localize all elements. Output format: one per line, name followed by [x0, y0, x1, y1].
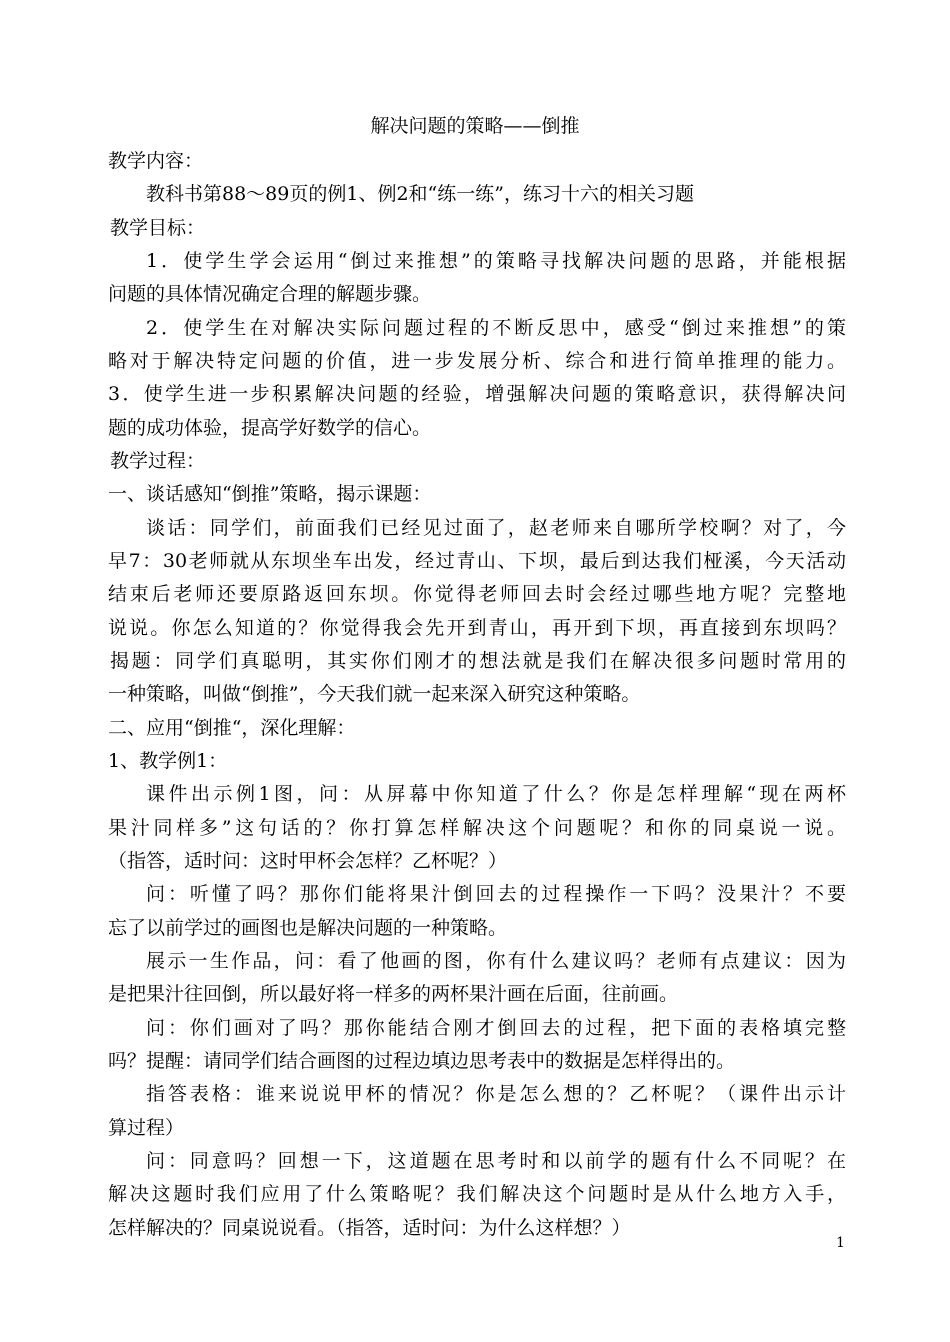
paragraph-line: 题的成功体验，提高学好数学的信心。 — [108, 417, 432, 439]
paragraph-line: 3．使学生进一步积累解决问题的经验，增强解决问题的策略意识，获得解决问 — [108, 383, 846, 405]
paragraph-line: （指答，适时问：这时甲杯会怎样？乙杯呢？） — [108, 850, 508, 872]
paragraph-line: 课件出示例1图，问：从屏幕中你知道了什么？你是怎样理解“现在两杯 — [146, 783, 846, 805]
paragraph-line: 是把果汁往回倒，所以最好将一样多的两杯果汁画在后面，往前画。 — [108, 983, 679, 1005]
paragraph-line: 问题的具体情况确定合理的解题步骤。 — [108, 283, 432, 305]
paragraph-line: 问：你们画对了吗？那你能结合刚才倒回去的过程，把下面的表格填完整 — [146, 1017, 846, 1039]
subsection-heading: 1、教学例1： — [108, 750, 228, 772]
paragraph-line: 一种策略，叫做“倒推”，今天我们就一起来深入研究这种策略。 — [108, 683, 641, 705]
paragraph-line: 揭题：同学们真聪明，其实你们刚才的想法就是我们在解决很多问题时常用的 — [110, 650, 846, 672]
paragraph-line: 谈话：同学们，前面我们已经见过面了，赵老师来自哪所学校啊？对了，今 — [146, 517, 846, 539]
paragraph-line: 问：听懂了吗？那你们能将果汁倒回去的过程操作一下吗？没果汁？不要 — [146, 883, 846, 905]
paragraph-line: 忘了以前学过的画图也是解决问题的一种策略。 — [108, 917, 508, 939]
paragraph-line: 2．使学生在对解决实际问题过程的不断反思中，感受“倒过来推想”的策 — [146, 317, 846, 339]
heading-teaching-process: 教学过程： — [110, 450, 206, 472]
section-heading-1: 一、谈话感知“倒推”策略，揭示课题： — [108, 483, 432, 505]
paragraph-line: 算过程） — [108, 1117, 185, 1139]
paragraph-line: 怎样解决的？同桌说说看。（指答，适时问：为什么这样想？） — [108, 1217, 631, 1239]
paragraph-line: 说说。你怎么知道的？你觉得我会先开到青山，再开到下坝，再直接到东坝吗？ — [108, 617, 846, 639]
paragraph-line: 果汁同样多”这句话的？你打算怎样解决这个问题呢？和你的同桌说一说。 — [108, 817, 846, 839]
heading-teaching-content: 教学内容： — [108, 150, 204, 172]
heading-teaching-goals: 教学目标： — [110, 217, 206, 239]
section-heading-2: 二、应用“倒推“，深化理解： — [108, 717, 356, 739]
paragraph-line: 展示一生作品，问：看了他画的图，你有什么建议吗？老师有点建议：因为 — [146, 950, 846, 972]
paragraph-line: 早7：30老师就从东坝坐车出发，经过青山、下坝，最后到达我们桠溪，今天活动 — [108, 550, 846, 572]
paragraph-line: 指答表格：谁来说说甲杯的情况？你是怎么想的？乙杯呢？（课件出示计 — [146, 1083, 846, 1105]
paragraph-line: 教科书第88～89页的例1、例2和“练一练”，练习十六的相关习题 — [146, 183, 694, 205]
paragraph-line: 略对于解决特定问题的价值，进一步发展分析、综合和进行简单推理的能力。 — [108, 350, 846, 372]
paragraph-line: 结束后老师还要原路返回东坝。你觉得老师回去时会经过哪些地方呢？完整地 — [108, 583, 846, 605]
paragraph-line: 解决这题时我们应用了什么策略呢？我们解决这个问题时是从什么地方入手， — [108, 1183, 846, 1205]
paragraph-line: 吗？提醒：请同学们结合画图的过程边填边思考表中的数据是怎样得出的。 — [108, 1050, 736, 1072]
paragraph-line: 1．使学生学会运用“倒过来推想”的策略寻找解决问题的思路，并能根据 — [146, 250, 846, 272]
page-number: 1 — [836, 1235, 845, 1251]
paragraph-line: 问：同意吗？回想一下，这道题在思考时和以前学的题有什么不同呢？在 — [146, 1150, 846, 1172]
document-title: 解决问题的策略——倒推 — [370, 115, 580, 137]
